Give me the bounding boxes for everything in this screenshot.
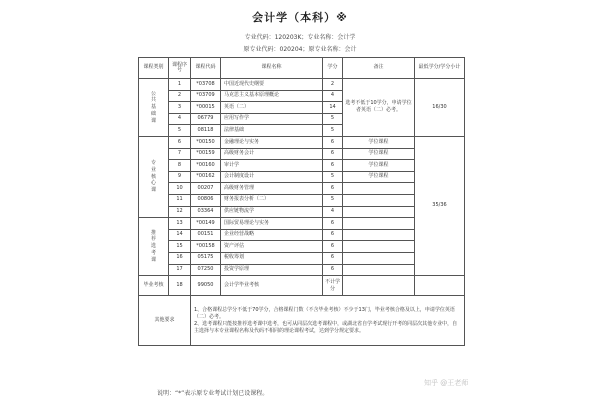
category-graduation: 毕业考核 bbox=[139, 276, 169, 296]
table-row: 17 07250 投资学原理 6 bbox=[139, 264, 465, 276]
table-row-other bbox=[139, 296, 465, 346]
former-major-code-line: 原专业代码：020204；原专业名称：会计 bbox=[243, 46, 357, 53]
table-row: 5 08118 法律基础 5 bbox=[139, 125, 465, 137]
table-header-row bbox=[139, 58, 465, 79]
col-header-code: 课程代码 bbox=[191, 58, 221, 79]
col-header-name: 课程名称 bbox=[221, 58, 323, 79]
page-title: 会计学（本科）※ bbox=[252, 11, 348, 24]
table-row: 8 *00160 审计学 6 学位课程 bbox=[139, 160, 465, 172]
table-row: 9 *00162 会计制度设计 5 学位课程 bbox=[139, 171, 465, 183]
major-code-line: 专业代码：120203K；专业名称：会计学 bbox=[244, 34, 356, 41]
watermark: 知乎 @王老师 bbox=[424, 379, 469, 387]
category-core: 专 业 核 心 课 bbox=[139, 136, 169, 217]
table-row: 4 06779 应用写作学 5 bbox=[139, 113, 465, 125]
table-row: 3 *00015 英语（二） 14 bbox=[139, 102, 465, 114]
public-note: 选考不低于10学分，申请学位者英语（二）必考。 bbox=[343, 79, 415, 137]
category-recommended: 推 荐 选 考 课 bbox=[139, 218, 169, 276]
table-row: 7 *00159 高级财务会计 6 学位课程 bbox=[139, 148, 465, 160]
col-header-note: 备注 bbox=[343, 58, 415, 79]
table-row: 12 03364 供应链物流学 4 bbox=[139, 206, 465, 218]
table-row: 专 业 核 心 课 6 *00150 金融理论与实务 6 学位课程 35/36 bbox=[139, 136, 465, 148]
other-requirements-text: 1、合格课程总学分不低于70学分，合格课程门数（不含毕业考核）不少于13门，毕业考核合格及以上，申请学位英语（二）必考。 2、选考课程只能按推荐选考课中选考，也可从同层次选考课程中，或湖北省自学考试现行开考的同层次其他专业中，自主选择与本专业课程名称及代码不相同的理论课程考试，达到学分规定要求。 bbox=[191, 296, 465, 346]
col-header-seq: 课程序号 bbox=[169, 58, 191, 79]
category-public: 公 共 基 础 课 bbox=[139, 79, 169, 137]
public-min-credit: 16/30 bbox=[415, 79, 465, 137]
table-row: 10 00207 高级财务管理 6 bbox=[139, 183, 465, 195]
col-header-min-credit: 最低学分/学分小计 bbox=[415, 58, 465, 79]
table-row: 毕业考核 18 99050 会计学毕业考核 不计学分 bbox=[139, 276, 465, 296]
table-row: 公 共 基 础 课 1 *03708 中国近现代史纲要 2 选考不低于10学分，申请学位者英语（二）必考。 16/30 bbox=[139, 79, 465, 91]
table-row: 14 00151 企业经营战略 6 bbox=[139, 229, 465, 241]
course-table bbox=[138, 57, 465, 346]
footnote: 说明：“*”表示原专业考试计划已设课程。 bbox=[157, 390, 269, 397]
col-header-credit: 学分 bbox=[323, 58, 343, 79]
table-row: 11 00806 财务报表分析（二） 5 bbox=[139, 194, 465, 206]
core-min-credit: 35/36 bbox=[415, 136, 465, 275]
table-row: 推 荐 选 考 课 13 *00149 国际贸易理论与实务 6 bbox=[139, 218, 465, 230]
col-header-category: 课程类别 bbox=[139, 58, 169, 79]
other-requirements-label: 其他要求 bbox=[139, 296, 191, 346]
table-row: 15 *00158 资产评估 6 bbox=[139, 241, 465, 253]
table-row: 2 *03709 马克思主义基本原理概论 4 bbox=[139, 90, 465, 102]
table-row: 16 05175 税收筹划 6 bbox=[139, 252, 465, 264]
